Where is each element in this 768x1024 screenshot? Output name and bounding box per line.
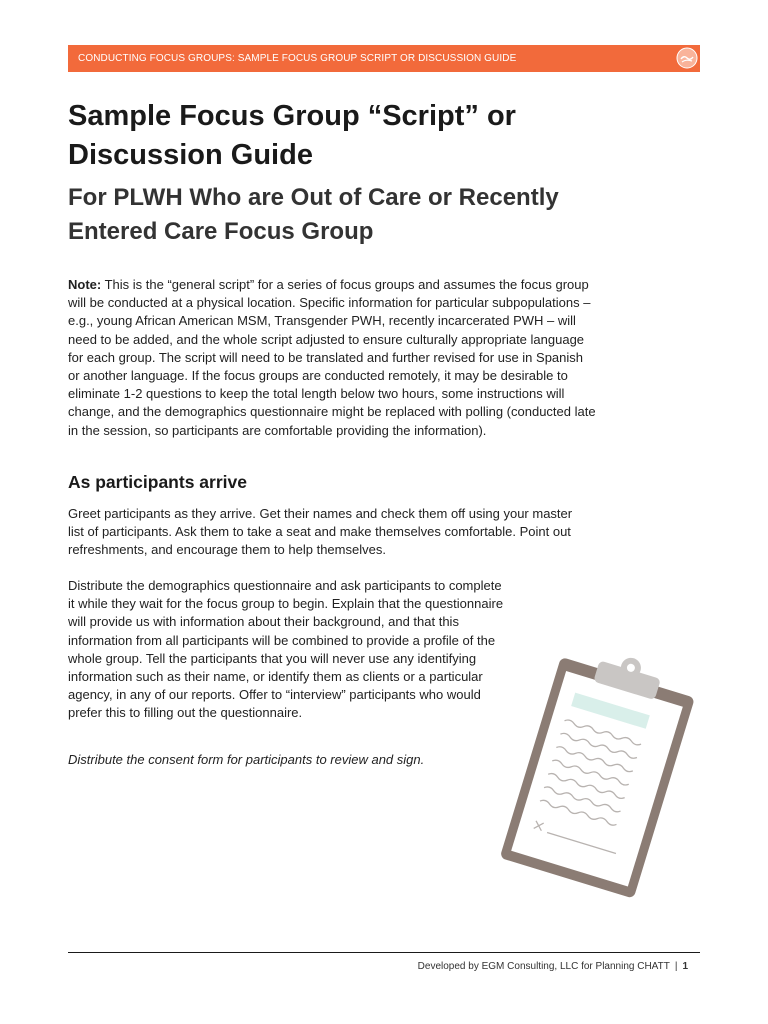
section-heading: As participants arrive xyxy=(68,472,247,492)
page-title: Sample Focus Group “Script” or Discussion Guide xyxy=(68,100,516,171)
note-label: Note: xyxy=(68,277,102,292)
footer-credit: Developed by EGM Consulting, LLC for Planning CHATT xyxy=(417,961,670,972)
footer-divider xyxy=(68,952,700,953)
page-footer xyxy=(418,961,688,972)
note-text: This is the “general script” for a series of focus groups and assumes the focus group will be conducted at a physical location. Specific information for particular subpopulations – e.g., young African American MSM, Transgender PWH, recently incarcerated PWH – will need to be added, and the whole script adjusted to ensure culturally appropriate language for each group. The script will need to be translated and further revised for use in Spanish or another language. If the focus groups are conducted remotely, it may be desirable to eliminate 1-2 questions to keep the total length below two hours, some instructions will change, and the demographics questionnaire might be replaced with polling (conducted late in the session, so participants are comfortable providing the information). xyxy=(68,277,596,438)
consent-instruction: Distribute the consent form for participants to review and sign. xyxy=(68,752,425,767)
header-banner xyxy=(68,45,700,72)
arrival-paragraph: Greet participants as they arrive. Get their names and check them off using your master list of participants. Ask them to take a seat and make themselves comfortable. Point out refreshments, and encourage them to help themselves. xyxy=(68,506,573,558)
questionnaire-paragraph: Distribute the demographics questionnaire and ask participants to complete it while they wait for the focus group to begin. Explain that the questionnaire will provide us with information about their background, and that this information from all participants will be combined to provide a profile of the whole group. Tell the participants that you will never use any identifying information such as their name, or identify them as clients or a particular agency, in any of our reports. Offer to “interview” participants who would prefer this to filling out the questionnaire. xyxy=(68,578,504,721)
page-number: 1 xyxy=(682,961,688,972)
chatt-logo-icon xyxy=(676,47,698,69)
page-subtitle: For PLWH Who are Out of Care or Recently Entered Care Focus Group xyxy=(68,184,559,245)
clipboard-icon xyxy=(488,650,703,900)
banner-title: CONDUCTING FOCUS GROUPS: SAMPLE FOCUS GROUP SCRIPT OR DISCUSSION GUIDE xyxy=(78,53,517,64)
footer-separator: | xyxy=(674,961,678,972)
note-paragraph xyxy=(68,276,596,440)
